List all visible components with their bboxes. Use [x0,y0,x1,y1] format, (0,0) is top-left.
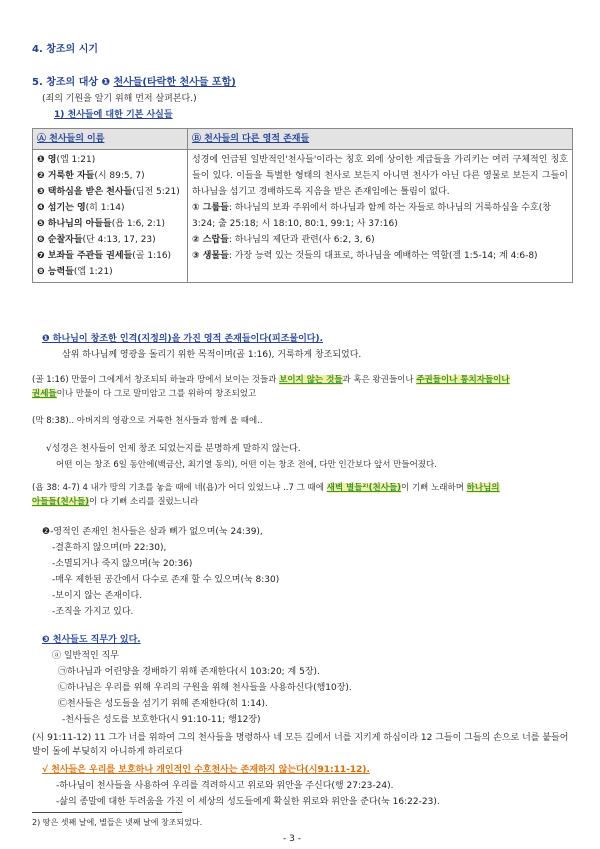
list-item: ❺ 하나님의 아들들(욥 1:6, 2:1) [37,219,166,229]
intro-note: (죄의 기원을 알기 위해 먼저 살펴본다.) [42,94,197,104]
list-item: -보이지 않는 존재이다. [52,591,143,601]
right-paragraph: 성경에 언급된 일반적인'천사들'이라는 칭호 외에 상이한 계급들을 가리키는 여러 구체적인 칭호들이 있다. 이들을 특별한 형태의 천사로 보든지 아니면 천사가 아닌 다른 영물로 보든지 그들이 하나님을 섬기고 경배하도록 지음을 받은 존재임에는 틀림이 없다. [192,155,568,197]
point-3-list [58,664,352,728]
psalm-91-quote: (시 91:11-12) 11 그가 너를 위하여 그의 천사들을 명령하사 네 모든 길에서 너를 지키게 하심이라 12 그들이 그들의 손으로 너를 붙들어 발이 돌에 부딪히지 아니하게 하리로다 [32,733,569,757]
footnote-divider [32,812,182,813]
list-item: ❽ 능력들(엡 1:21) [37,267,113,277]
list-item: ❻ 순찰자들(단 4:13, 17, 23) [37,235,156,245]
section-5-prefix: 5. 창조의 대상 ❶ [32,77,114,88]
list-item: -삶의 종말에 대한 두려움을 가진 이 세상의 성도들에게 확실한 위로와 위안을 준다(눅 16:22-23). [56,797,440,807]
list-item: -하나님이 천사들을 사용하여 우리를 격려하시고 위로와 위안을 주신다(행 27:23-24). [56,781,394,791]
table-left-head: Ⓐ 천사들의 이름 [33,129,188,150]
point-2-heading: ❷-영적인 존재인 천사들은 살과 뼈가 없으며(눅 24:39), [42,527,263,537]
list-item: -소멸되거나 죽지 않으며(눅 20:36) [52,559,193,569]
other-spiritual-beings [188,150,573,283]
mark-quote: (막 8:38).. 아버지의 영광으로 거룩한 천사들과 함께 올 때에.. [32,416,263,426]
point-3-title: ❸ 천사들도 직무가 있다. [42,635,141,645]
list-item: ❸ 택하심을 받은 천사들(딤전 5:21) [37,187,180,197]
angel-facts-table [32,128,573,283]
table-right-head: Ⓑ 천사들의 다른 영적 존재들 [188,129,573,150]
page-number: - 3 - [283,834,301,844]
point-1-title: ❶ 하나님이 창조한 인격(지정의)을 가진 영적 존재들이다(피조물이다). [42,334,324,344]
list-item: ㉡하나님은 우리를 위해 우리의 구원을 위해 천사들을 사용하신다(행10장). [58,683,352,693]
list-item: ❼ 보좌들 주관들 권세들(골 1:16) [37,251,172,261]
list-item: ① 그룹들: 하나님의 보좌 주위에서 하나님과 함께 하는 자들로 하나님의 거룩하심을 수호(창 3:24; 출 25:18; 시 18:10, 80:1, 99:1; 사 37:16) [192,203,551,229]
list-item: ㉠하나님과 어린양을 경배하기 위해 존재한다(시 103:20; 계 5장). [58,667,320,677]
list-item: -조직을 가지고 있다. [52,607,134,617]
list-item: ❹ 섬기는 영(히 1:14) [37,203,125,213]
list-item: ❷ 거룩한 자들(시 89:5, 7) [37,171,145,181]
section-5-heading [32,73,236,88]
colossians-quote: (골 1:16) 만물이 그에게서 창조되되 하늘과 땅에서 보이는 것들과 보이지 않는 것들과 혹은 왕권들이나 주권들이나 통치자들이나 권세들이나 만물이 다 그로 말미암고 그를 위하여 창조되었고 [32,375,510,399]
point-3-end-list [56,778,440,810]
point-3-sub: ⓐ 일반적인 직무 [52,651,119,661]
list-item: ❶ 영(엡 1:21) [37,155,96,165]
footnote: 2) 땅은 셋째 날에, 별들은 넷째 날에 창조되었다. [32,818,203,827]
check-note-2: √ 천사들은 우리를 보호하나 개인적인 수호천사는 존재하지 않는다(시91:11-12). [42,765,370,775]
list-item: -결혼하지 않으며(마 22:30), [52,543,167,553]
point-2-list [52,540,279,620]
job-quote: (욥 38: 4-7) 4 내가 땅의 기초를 놓을 때에 네(욥)가 어디 있었느냐 ..7 그 때에 새벽 별들²⁾(천사들)이 기뻐 노래하며 하나님의 아들들(천사들)이 다 기뻐 소리를 질렀느니라 [32,483,500,507]
section-4-heading: 4. 창조의 시기 [32,44,99,55]
list-item: ② 스랍들: 하나님의 제단과 관련(사 6:2, 3, 6) [192,235,375,245]
angel-names-list [33,150,188,283]
list-item: ③ 생물들: 가장 능력 있는 것들의 대표로, 하나님을 예배하는 역할(겔 1:5-14; 계 4:6-8) [192,251,538,261]
list-item: -매우 제한된 공간에서 다수로 존재 할 수 있으며(눅 8:30) [52,575,280,585]
list-item: -천사들은 성도를 보호한다(시 91:10-11; 행12장) [62,715,261,725]
section-5-title: 천사들(타락한 천사들 포함) [113,77,236,88]
check-note-1b: 어떤 이는 창조 6일 동안에(백금산, 최기열 동의), 어떤 이는 창조 전에, 다만 인간보다 앞서 만들어졌다. [56,460,437,470]
point-1-body: 삼위 하나님께 영광을 돌리기 위한 목적이며(골 1:16), 거룩하게 창조되었다. [62,350,362,360]
check-note-1: √성경은 천사들이 언제 창조 되었는지를 분명하게 말하지 않는다. [46,444,301,454]
list-item: ㉢천사들은 성도들을 섬기기 위해 존재한다(히 1:14). [58,699,268,709]
subsection-1-heading: 1) 천사들에 대한 기본 사실들 [54,110,173,120]
